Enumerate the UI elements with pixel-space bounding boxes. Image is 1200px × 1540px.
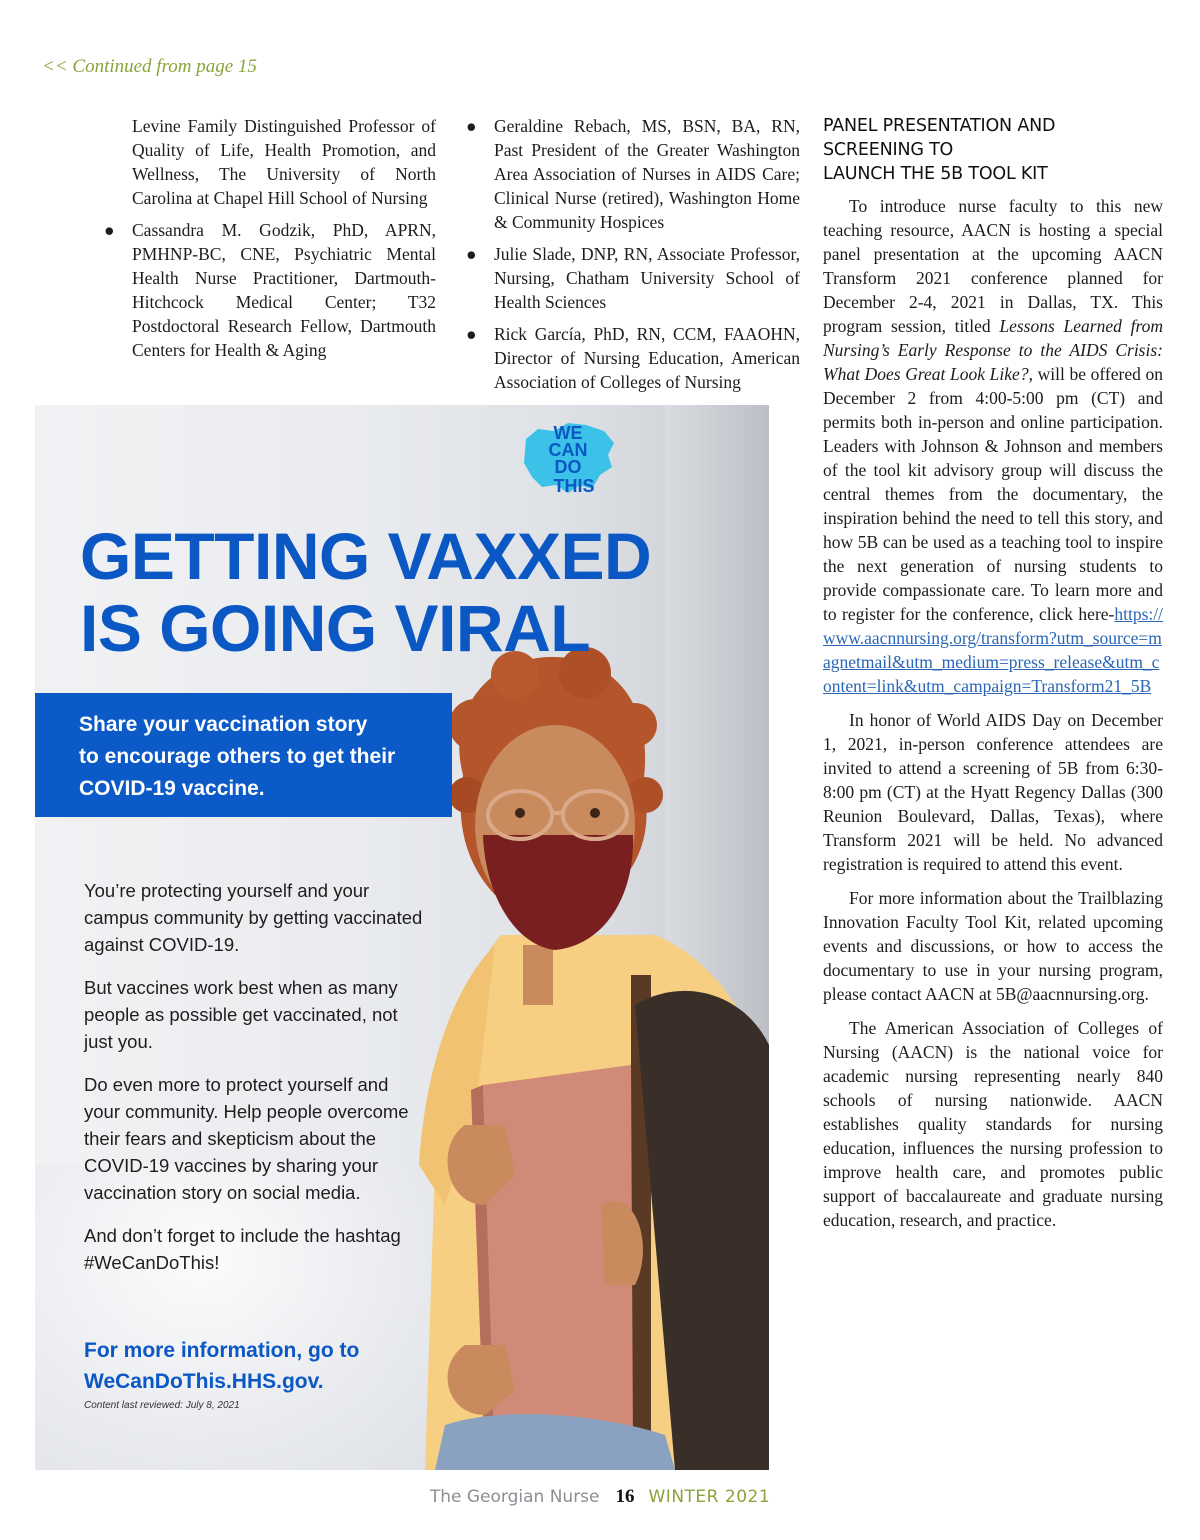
session-title: Lessons Learned from Nursing’s Early Response to the AIDS Crisis: What Does Great Look Like? [823, 316, 1164, 384]
transform-link[interactable]: https://www.aacnnursing.org/transform?utm_source=magnetmail&utm_medium=press_release&utm_content=link&utm_campaign=Transform21_5B [823, 604, 1163, 696]
list-item-text: Levine Family Distinguished Professor of Quality of Life, Health Promotion, and Wellness, The University of North Carolina at Chapel Hill School of Nursing [132, 116, 436, 208]
heading-line: LAUNCH THE 5B TOOL KIT [823, 164, 1048, 184]
list-item-text: Julie Slade, DNP, RN, Associate Professor, Nursing, Chatham University School of Health Sciences [494, 244, 800, 312]
paragraph-about-aacn: The American Association of Colleges of Nursing (AACN) is the national voice for academic nursing representing nearly 840 schools of nursing nationwide. AACN establishes quality standards for nursing education, influences the nursing profession to improve health care, and promotes public support of baccalaureate and graduate nursing education, research, and practice. [823, 1018, 1163, 1230]
share-story-banner [35, 693, 452, 817]
banner-line: Share your vaccination story [79, 713, 368, 736]
more-info-link[interactable] [84, 1335, 444, 1397]
logo-text: WE [553, 423, 583, 443]
more-info-line: For more information, go to [84, 1339, 360, 1362]
poster-paragraph: But vaccines work best when as many people as possible get vaccinated, not just you. [84, 977, 398, 1052]
list-item-text: Geraldine Rebach, MS, BSN, BA, RN, Past President of the Greater Washington Area Association of Nurses in AIDS Care; Clinical Nurse (retired), Washington Home & Community Hospices [494, 116, 800, 232]
paragraph-text: To introduce nurse faculty to this new teaching resource, AACN is hosting a special panel presentation at the upcoming AACN Transform 2021 conference planned for December 2-4, 2021 in Dallas, TX. This program session, titled [823, 196, 1163, 336]
bullet-icon: ● [466, 116, 477, 136]
column-2 [466, 114, 800, 402]
list-item [466, 114, 800, 234]
logo-text: THIS [553, 476, 595, 496]
vaccine-poster [35, 405, 769, 1470]
poster-paragraph: You’re protecting yourself and your campus community by getting vaccinated against COVID-19. [84, 880, 423, 955]
section-heading [823, 114, 1163, 186]
more-info-url[interactable]: WeCanDoThis.HHS.gov. [84, 1370, 324, 1393]
paragraph-text: , will be offered on December 2 from 4:00-5:00 pm (CT) and permits both in-person and online participation. Leaders with Johnson & Johnson and members of the tool kit advisory group will discuss the central themes from the documentary, the inspiration behind the need to tell this story, and how 5B can be used as a teaching tool to inspire the next generation of nursing students to provide compassionate care. To learn more and to register for the conference, click here- [823, 364, 1163, 624]
list-item-text: Rick García, PhD, RN, CCM, FAAOHN, Director of Nursing Education, American Association of Colleges of Nursing [494, 324, 800, 392]
list-item-text: Cassandra M. Godzik, PhD, APRN, PMHNP-BC, CNE, Psychiatric Mental Health Nurse Practitioner, Dartmouth-Hitchcock Medical Center; T32 Postdoctoral Research Fellow, Dartmouth Centers for Health & Aging [132, 220, 436, 360]
paragraph-contact: For more information about the Trailblazing Innovation Faculty Tool Kit, related upcoming events and discussions, or how to access the documentary to use in your nursing program, please contact AACN at 5B@aacnnursing.org. [823, 888, 1163, 1004]
banner-line: COVID-19 vaccine. [79, 777, 265, 800]
paragraph-screening: In honor of World AIDS Day on December 1, 2021, in-person conference attendees are invited to attend a screening of 5B from 6:30-8:00 pm (CT) at the Hyatt Regency Dallas (300 Reunion Boulevard, Dallas, Texas), where Transform 2021 will be held. No advanced registration is required to attend this event. [823, 710, 1163, 874]
column-1 [104, 114, 436, 370]
content-reviewed-note: Content last reviewed: July 8, 2021 [84, 1400, 240, 1411]
bullet-icon: ● [466, 244, 477, 264]
heading-line: PANEL PRESENTATION AND [823, 116, 1056, 136]
list-item [466, 242, 800, 314]
page-footer [0, 1486, 1200, 1508]
poster-headline [80, 520, 760, 664]
headline-line: IS GOING VIRAL [80, 591, 591, 665]
list-item [466, 322, 800, 394]
logo-text: CAN [548, 440, 588, 460]
paragraph-panel [823, 194, 1163, 698]
heading-line: SCREENING TO [823, 140, 954, 160]
logo-text: DO [554, 457, 582, 477]
page-number: 16 [615, 1486, 635, 1507]
continued-from-note: << Continued from page 15 [42, 56, 257, 77]
poster-paragraph: And don’t forget to include the hashtag #WeCanDoThis! [84, 1225, 401, 1273]
we-can-do-this-logo [520, 415, 620, 497]
poster-body-copy [84, 877, 424, 1292]
list-item [104, 114, 436, 210]
headline-line: GETTING VAXXED [80, 519, 652, 593]
banner-line: to encourage others to get their [79, 745, 396, 768]
column-3 [823, 114, 1163, 1232]
bullet-icon: ● [104, 220, 115, 240]
publication-name: The Georgian Nurse [429, 1487, 600, 1507]
bullet-icon: ● [466, 324, 477, 344]
issue-season: WINTER 2021 [648, 1487, 771, 1507]
poster-paragraph: Do even more to protect yourself and your community. Help people overcome their fears and skepticism about the COVID-19 vaccines by sharing your vaccination story on social media. [84, 1074, 409, 1203]
list-item [104, 218, 436, 362]
woman-with-mask-photo [405, 645, 769, 1470]
